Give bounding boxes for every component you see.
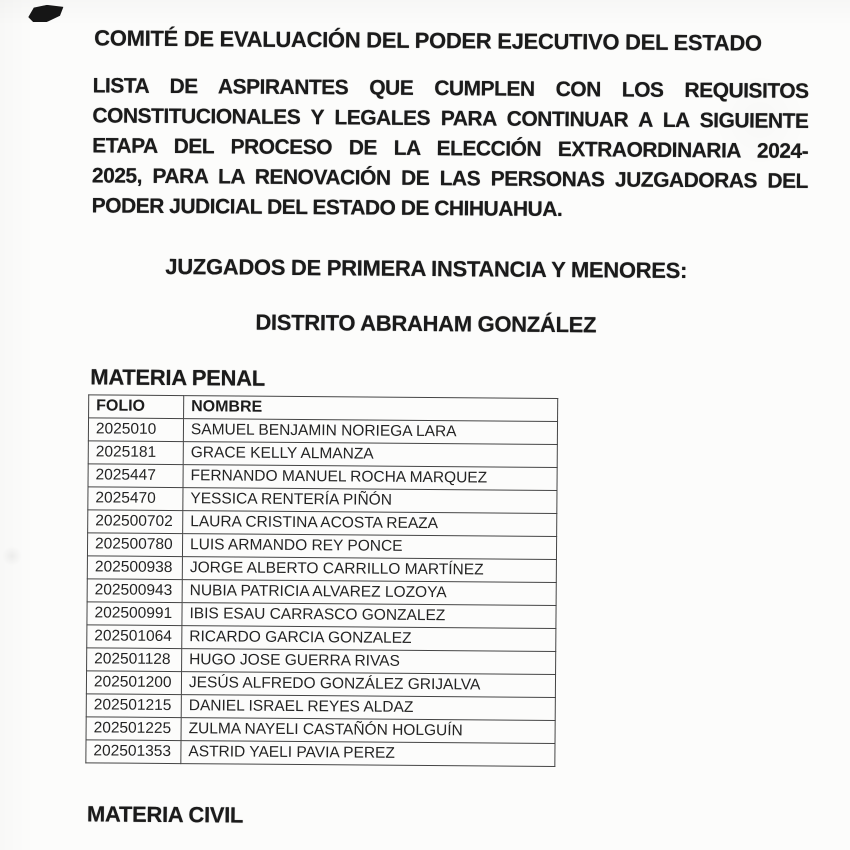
- intro-line: PODER JUDICIAL DEL ESTADO DE CHIHUAHUA.: [91, 194, 563, 222]
- nombre-cell: YESSICA RENTERÍA PIÑÓN: [183, 488, 557, 514]
- table-row: [86, 740, 555, 767]
- nombre-cell: NUBIA PATRICIA ALVAREZ LOZOYA: [182, 580, 556, 606]
- materia-civil-heading: MATERIA CIVIL: [86, 801, 244, 828]
- folio-cell: 202500938: [87, 556, 182, 580]
- folio-cell: 2025447: [88, 464, 183, 488]
- district-heading: DISTRITO ABRAHAM GONZÁLEZ: [255, 309, 597, 338]
- nombre-cell: LUIS ARMANDO REY PONCE: [182, 534, 556, 560]
- folio-cell: 202501215: [86, 694, 181, 718]
- folio-cell: 202501128: [87, 648, 182, 672]
- folio-cell: 202500991: [87, 602, 182, 626]
- intro-paragraph: [92, 71, 809, 227]
- nombre-cell: JORGE ALBERTO CARRILLO MARTÍNEZ: [182, 557, 556, 583]
- folio-cell: 202500702: [88, 510, 183, 534]
- nombre-cell: JESÚS ALFREDO GONZÁLEZ GRIJALVA: [181, 672, 555, 698]
- table-header-nombre: NOMBRE: [184, 396, 558, 422]
- intro-line: CONSTITUCIONALES Y LEGALES PARA CONTINUAR A LA SIGUIENTE: [92, 104, 809, 134]
- folio-cell: 202501225: [86, 717, 181, 741]
- nombre-cell: LAURA CRISTINA ACOSTA REAZA: [183, 511, 557, 537]
- nombre-cell: ZULMA NAYELI CASTAÑÓN HOLGUÍN: [181, 718, 555, 744]
- folio-cell: 202501200: [86, 671, 181, 695]
- folio-cell: 2025181: [88, 441, 183, 465]
- intro-line: ETAPA DEL PROCESO DE LA ELECCIÓN EXTRAORDINARIA 2024-: [92, 134, 809, 164]
- nombre-cell: GRACE KELLY ALMANZA: [183, 442, 557, 468]
- folio-cell: 202501064: [87, 625, 182, 649]
- nombre-cell: RICARDO GARCIA GONZALEZ: [182, 626, 556, 652]
- folio-cell: 202501353: [86, 740, 181, 764]
- intro-line: 2025, PARA LA RENOVACIÓN DE LAS PERSONAS JUZGADORAS DEL: [91, 164, 809, 193]
- folio-cell: 202500943: [87, 579, 182, 603]
- table-header-folio: FOLIO: [89, 395, 184, 419]
- nombre-cell: DANIEL ISRAEL REYES ALDAZ: [181, 695, 555, 721]
- nombre-cell: IBIS ESAU CARRASCO GONZALEZ: [182, 603, 556, 629]
- nombre-cell: SAMUEL BENJAMIN NORIEGA LARA: [183, 419, 557, 445]
- nombre-cell: HUGO JOSE GUERRA RIVAS: [182, 649, 556, 675]
- folio-cell: 2025470: [88, 487, 183, 511]
- nombre-cell: ASTRID YAELI PAVIA PEREZ: [181, 741, 555, 767]
- folio-cell: 2025010: [88, 418, 183, 442]
- folio-cell: 202500780: [87, 533, 182, 557]
- section-heading: JUZGADOS DE PRIMERA INSTANCIA Y MENORES:: [165, 253, 688, 284]
- nombre-cell: FERNANDO MANUEL ROCHA MARQUEZ: [183, 465, 557, 491]
- intro-line: LISTA DE ASPIRANTES QUE CUMPLEN CON LOS REQUISITOS: [92, 74, 809, 104]
- document-title: COMITÉ DE EVALUACIÓN DEL PODER EJECUTIVO DEL ESTADO: [94, 25, 762, 56]
- materia-penal-heading: MATERIA PENAL: [90, 364, 266, 391]
- applicants-table: [85, 394, 558, 767]
